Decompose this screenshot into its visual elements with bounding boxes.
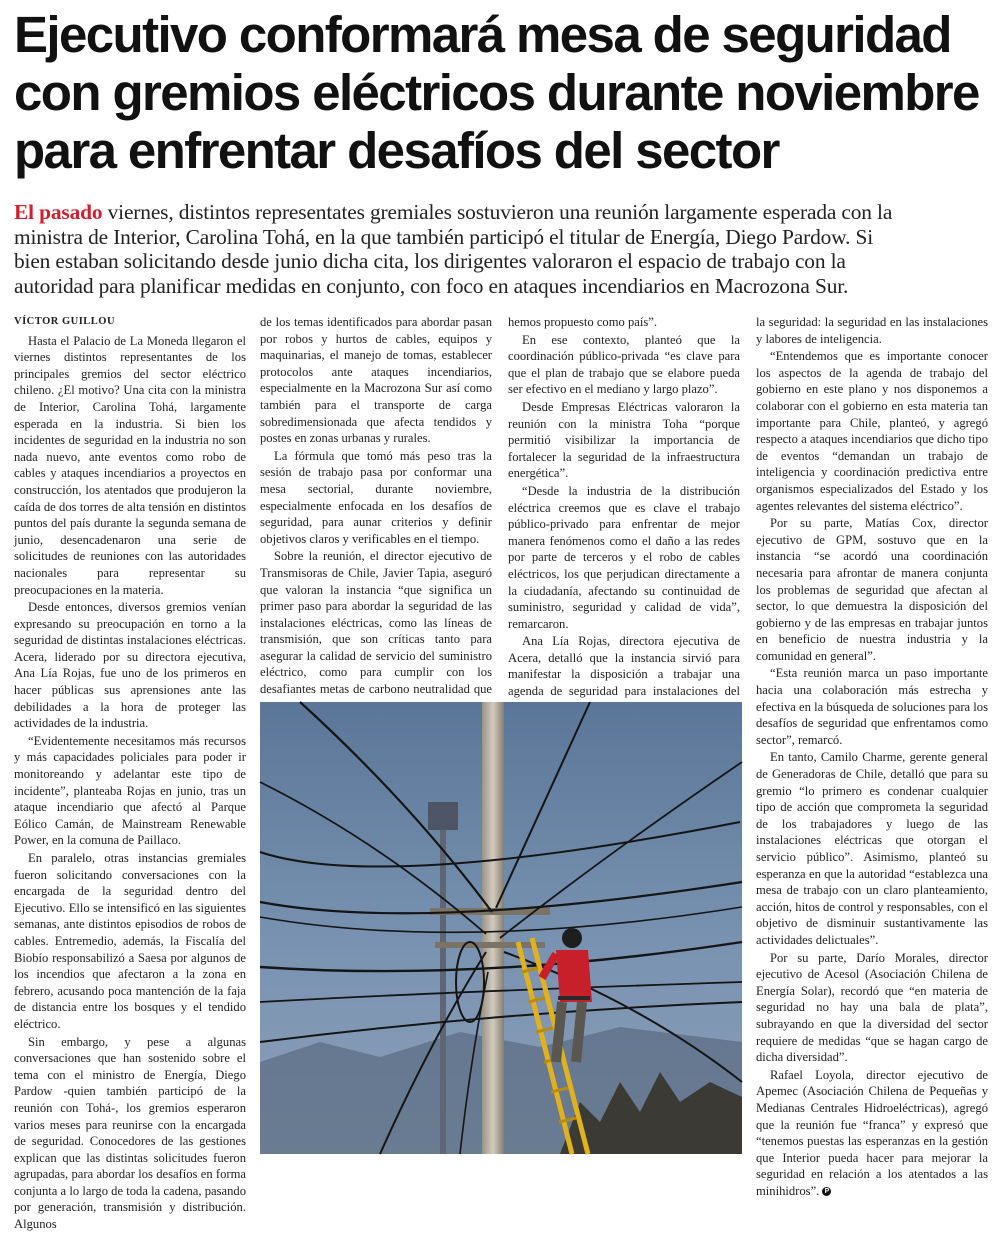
paragraph: En paralelo, otras instancias gremiales fueron solicitando conversaciones con la encargada de la seguridad dentro del Ejecutivo. Ello se intensificó en las siguientes semanas, ante distintos episodios de robos de cables. Entremedio, además, la Fiscalía del Biobío responsabilizó a Saesa por algunos de los incendios que afectaron a la zona en febrero, acusando poca mantención de la faja de distancia entre los bosques y el tendido eléctrico. (14, 851, 246, 1031)
paragraph: “Evidentemente necesitamos más recursos y más capacidades policiales para poder ir monitoreando y adelantar este tipo de incidente”, planteaba Rojas en junio, tras un ataque incendiario que afectó al Parque Eólico Camán, de Mainstream Renewable Power, en la comuna de Paillaco. (14, 733, 246, 848)
paragraph: “Entendemos que es importante conocer los aspectos de la agenda de trabajo del gobierno en este plano y nos disponemos a colaborar con el gobierno en esta materia tan importante para Chile, planteó, y agregó respecto a ataques incendiarios que dicho tipo de eventos “demandan un trabajo de inteligencia y coordinación predictiva entre organismos especializados del Estado y los agentes relevantes del sistema eléctrico”. (756, 349, 988, 513)
lead-line-1-rest: viernes, distintos representates gremiales sostuvieron una reunión largamente esperada con la (102, 200, 893, 224)
paragraph: de los temas identificados para abordar pasan por robos y hurtos de cables, equipos y maquinarias, el manejo de tomas, establecer protocolos ante ataques incendiarios, especialmente en la Macrozona Sur así como también para el transporte de carga sobredimensionada que afecta tendidos y postes en zonas urbanas y rurales. (260, 315, 492, 446)
paragraph (756, 1067, 988, 1200)
lead-line-1 (14, 200, 988, 225)
paragraph: Ana Lía Rojas, directora ejecutiva de Acera, detalló que la instancia sirvió para manifestar la disposición a trabajar una agenda de seguridad para instalaciones del (508, 634, 740, 699)
paragraph: Hasta el Palacio de La Moneda llegaron el viernes distintos representantes de los principales gremios del sector eléctrico chileno. ¿El motivo? Una cita con la ministra de Interior, Carolina Tohá, largamente esperada en la industria. Si bien los incidentes de seguridad en la industria no son nada nuevo, ante eventos como robo de cables y ataques incendiarios a proyectos en construcción, los atentados que produjeron la caída de dos torres de alta tensión en distintos puntos del país durante la segunda semana de junio, desencadenaron una serie de solicitudes de reuniones con las autoridades nacionales para representar su preocupaciones en la materia. (14, 333, 246, 597)
paragraph: Desde Empresas Eléctricas valoraron la reunión con la ministra Toha “porque permitió visibilizar la importancia de fortalecer la seguridad de la infraestructura energética”. (508, 399, 740, 481)
headline-line-1: Ejecutivo conformará mesa de seguridad (14, 6, 951, 63)
paragraph-text: Rafael Loyola, director ejecutivo de Apemec (Asociación Chilena de Pequeñas y Medianas Centrales Hidroeléctricas), agregó que la reunión fue “franca” y expresó que “tenemos puestas las esperanzas en la gestión que Interior pueda hacer para mejorar la seguridad en relación a los atentados a las minihidros”. (756, 1067, 988, 1198)
photo-worker-on-utility-pole (260, 702, 742, 1154)
lead-paragraph (14, 200, 988, 298)
paragraph: Por su parte, Darío Morales, director ejecutivo de Acesol (Asociación Chilena de Energía Solar), recordó que “en materia de seguridad no hay una bala de plata”, subrayando en que la diversidad del sector requiere de medidas “que se hagan cargo de dicha diversidad”. (756, 950, 988, 1065)
end-mark-icon: P (822, 1187, 831, 1196)
lead-line-2: ministra de Interior, Carolina Tohá, en la que también participó el titular de Energía, Diego Pardow. Si (14, 224, 874, 249)
paragraph: Sin embargo, y pese a algunas conversaciones que han sostenido sobre el tema con el ministro de Energía, Diego Pardow -quien también participó de la reunión con Tohá-, los gremios esperaron varios meses para reunirse con la encargada de seguridad. Conocedores de las gestiones explican que las distintas solicitudes fueron agrupadas, para abordar los desafíos en forma conjunta a lo largo de toda la cadena, pasando por generación, transmisión y distribución. Algunos (14, 1034, 246, 1232)
lead-accent: El pasado (14, 200, 103, 224)
article-column-2 (260, 314, 492, 697)
paragraph: En tanto, Camilo Charme, gerente general de Generadoras de Chile, detalló que para su gremio “lo primero es condenar cualquier tipo de acción que comprometa la seguridad de los trabajadores y luego de las instalaciones eléctricas que otorgan el servicio público”. Asimismo, planteó su esperanza en que la autoridad “establezca una mesa de trabajo con un claro planteamiento, acción, hitos de control y responsables, con el objetivo de disminuir sustantivamente las actividades delictuales”. (756, 750, 988, 947)
paragraph: la seguridad: la seguridad en las instalaciones y labores de inteligencia. (756, 315, 988, 346)
paragraph: Sobre la reunión, el director ejecutivo de Transmisoras de Chile, Javier Tapia, aseguró que valoran la instancia “que significa un primer paso para abordar la seguridad de las instalaciones eléctricas, como las líneas de transmisión, que son críticas tanto para asegurar la calidad de servicio del suministro eléctrico, como para cumplir con los desafiantes metas de carbono neutralidad que (260, 549, 492, 697)
headline-line-2: con gremios eléctricos durante noviembre (14, 64, 979, 121)
photo-illustration (260, 702, 742, 1154)
byline: VÍCTOR GUILLOU (14, 316, 116, 327)
lead-line-3: bien estaban solicitando desde junio dicha cita, los dirigentes valoraron el espacio de trabajo con la (14, 249, 846, 273)
headline (14, 6, 990, 180)
paragraph: Desde entonces, diversos gremios venían expresando su preocupación en torno a la seguridad de distintas instalaciones eléctricas. Acera, liderado por su directora ejecutiva, Ana Lía Rojas, fue uno de los primeros en hacer públicas sus aprensiones ante las debilidades a la hora de proteger las actividades de la industria. (14, 600, 246, 731)
paragraph: Por su parte, Matías Cox, director ejecutivo de GPM, sostuvo que en la instancia “se acordó una coordinación necesaria para afrontar de manera conjunta los problemas de seguridad que afectan al sector, lo que demuestra la disposición del gobierno y de las empresas en trabajar juntos en beneficio de nuestra industria y la comunidad en general”. (756, 516, 988, 663)
headline-line-3: para enfrentar desafíos del sector (14, 122, 779, 179)
article-column-4 (756, 314, 988, 1198)
paragraph: En ese contexto, planteó que la coordinación público-privada “es clave para que el plan de trabajo que se elabore pueda ser efectivo en el mediano y largo plazo”. (508, 332, 740, 397)
article-column-3 (508, 314, 740, 699)
paragraph: “Desde la industria de la distribución eléctrica creemos que es clave el trabajo público-privado para enfrentar de mejor manera fenómenos como el daño a las redes por parte de terceros y el robo de cables eléctricos, los que perjudican directamente a la ciudadanía, afectando su continuidad de suministro, seguridad y calidad de vida”, remarcaron. (508, 483, 740, 631)
article-column-1 (14, 314, 246, 1232)
paragraph: “Esta reunión marca un paso importante hacia una colaboración más estrecha y efectiva en la búsqueda de soluciones para los desafíos de seguridad que enfrentamos como sector”, remarcó. (756, 666, 988, 747)
paragraph: hemos propuesto como país”. (508, 315, 657, 329)
lead-line-4: autoridad para planificar medidas en conjunto, con foco en ataques incendiarios en Macrozona Sur. (14, 273, 849, 298)
paragraph: La fórmula que tomó más peso tras la sesión de trabajo pasa por conformar una mesa sectorial, durante noviembre, especialmente enfocada en los desafíos de seguridad, para aunar criterios y definir objetivos claros y verificables en el tiempo. (260, 448, 492, 546)
